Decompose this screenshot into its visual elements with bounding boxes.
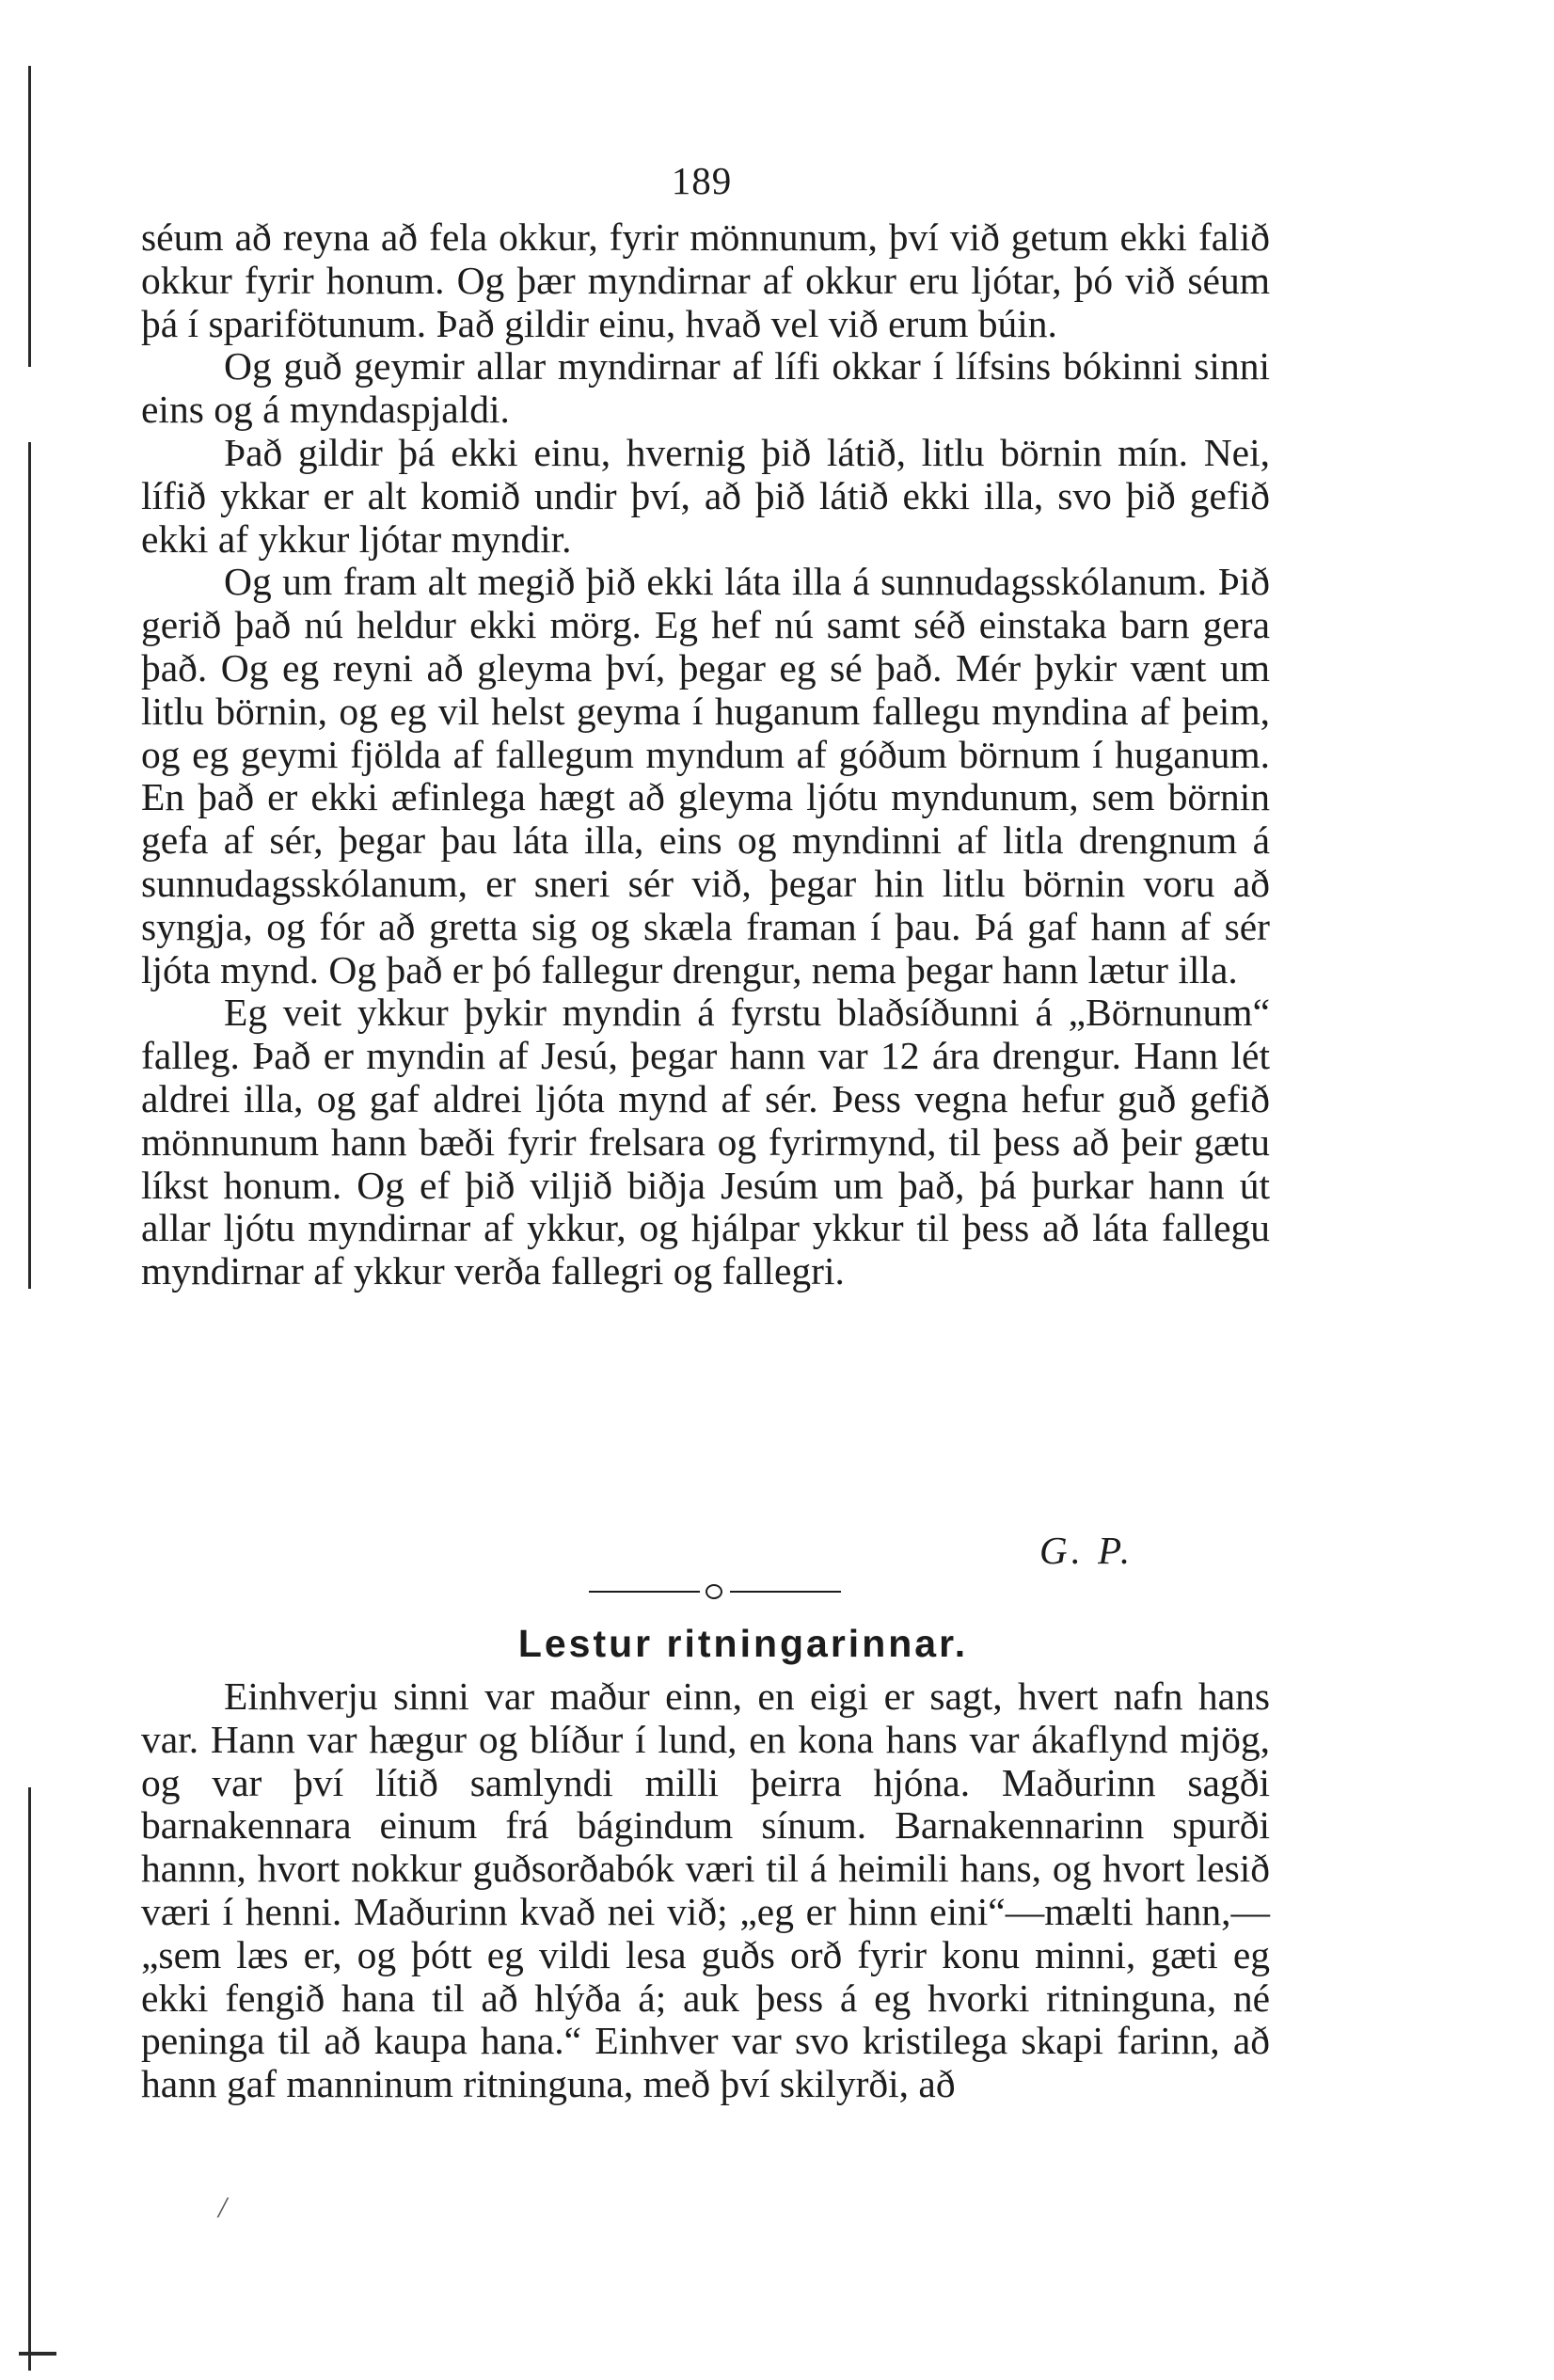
- article-body: [141, 216, 1270, 1293]
- paragraph: Það gildir þá ekki einu, hvernig þið látið, litlu börnin mín. Nei, lífið ykkar er alt komið undir því, að þið látið ekki illa, svo þið gefið ekki af ykkur ljótar myndir.: [141, 430, 1270, 561]
- binding-edge-line: [28, 442, 31, 1289]
- paragraph: Eg veit ykkur þykir myndin á fyrstu blaðsíðunni á „Börnunum“ falleg. Það er myndin af Jesú, þegar hann var 12 ára drengur. Hann lét aldrei illa, og gaf aldrei ljóta mynd af sér. Þess vegna hefur guð gefið mönnunum hann bæði fyrir frelsara og fyrirmynd, til þess að þeir gætu líkst honum. Og ef þið viljið biðja Jesúm um það, þá þurkar hann út allar ljótu myndirnar af ykkur, og hjálpar ykkur til þess að láta fallegu myndirnar af ykkur verða fallegri og fallegri.: [141, 991, 1270, 1293]
- corner-ink-mark: [19, 2352, 56, 2356]
- page-number: 189: [671, 159, 733, 202]
- paragraph: séum að reyna að fela okkur, fyrir mönnunum, því við getum ekki falið okkur fyrir honum. Og þær myndirnar af okkur eru ljótar, þó við séum þá í sparifötunum. Það gildir einu, hvað vel við erum búin.: [141, 215, 1270, 345]
- article-body-2: [141, 1675, 1270, 2106]
- paragraph: Og um fram alt megið þið ekki láta illa á sunnudagsskólanum. Þið gerið það nú heldur ekki mörg. Eg hef nú samt séð einstaka barn gera það. Og eg reyni að gleyma því, þegar eg sé það. Mér þykir vænt um litlu börnin, og eg vil helst geyma í huganum fallegu myndina af þeim, og eg geymi fjölda af fallegum myndum af góðum börnum í huganum. En það er ekki æfinlega hægt að gleyma ljótu myndunum, sem börnin gefa af sér, þegar þau láta illa, eins og myndinni af litla drengnum á sunnudagsskólanum, er sneri sér við, þegar hin litlu börnin voru að syngja, og fór að gretta sig og skæla framan í þau. Þá gaf hann af sér ljóta mynd. Og það er þó fallegur drengur, nema þegar hann lætur illa.: [141, 560, 1270, 992]
- section-heading: Lestur ritningarinnar.: [517, 1622, 969, 1665]
- paragraph: Og guð geymir allar myndirnar af lífi okkar í lífsins bókinni sinni eins og á myndaspjaldi.: [141, 344, 1270, 432]
- divider-rule-right: [730, 1591, 841, 1593]
- author-signature: G. P.: [1039, 1529, 1134, 1572]
- binding-edge-line: [28, 1787, 31, 2371]
- binding-edge-line: [28, 66, 31, 367]
- section-divider: [589, 1580, 841, 1603]
- divider-ring-ornament: [706, 1584, 722, 1599]
- paragraph: Einhverju sinni var maður einn, en eigi er sagt, hvert nafn hans var. Hann var hægur og blíður í lund, en kona hans var ákaflynd mjög, og var því lítið samlyndi milli þeirra hjóna. Maðurinn sagði barnakennara einum frá bágindum sínum. Barnakennarinn spurði hannn, hvort nokkur guðsorðabók væri til á heimili hans, og hvort lesið væri í henni. Maðurinn kvað nei við; „eg er hinn eini“—mælti hann,— „sem læs er, og þótt eg vildi lesa guðs orð fyrir konu minni, gæti eg ekki fengið hana til að hlýða á; auk þess á eg hvorki ritninguna, né peninga til að kaupa hana.“ Einhver var svo kristilega skapi farinn, að hann gaf manninum ritninguna, með því skilyrði, að: [141, 1674, 1270, 2106]
- divider-rule-left: [589, 1591, 700, 1593]
- stray-ink-mark: /: [218, 2190, 227, 2224]
